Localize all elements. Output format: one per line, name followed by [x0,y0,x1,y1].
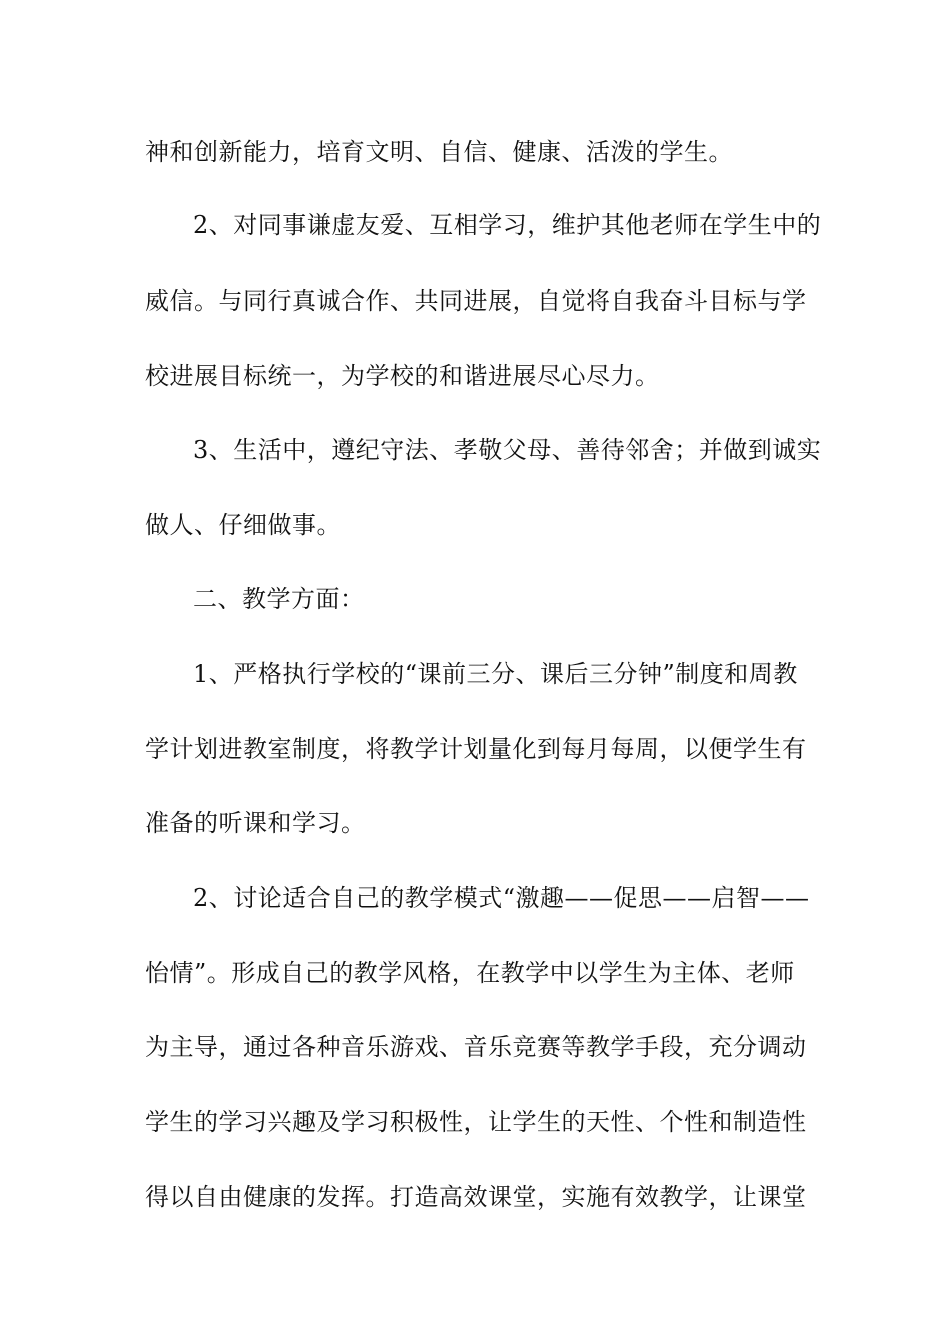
paragraph-start: 2、对同事谦虚友爱、互相学习，维护其他老师在学生中的 [193,211,822,239]
text-line: 神和创新能力，培育文明、自信、健康、活泼的学生。 [145,138,733,166]
text-line: 做人、仔细做事。 [145,511,341,539]
section-heading: 二、教学方面： [193,585,365,613]
text-line: 学生的学习兴趣及学习积极性，让学生的天性、个性和制造性 [145,1108,807,1136]
paragraph-start: 1、严格执行学校的“课前三分、课后三分钟”制度和周教 [193,660,798,688]
text-line: 准备的听课和学习。 [145,809,366,837]
paragraph-start: 3、生活中，遵纪守法、孝敬父母、善待邻舍；并做到诚实 [193,436,822,464]
text-line: 威信。与同行真诚合作、共同进展，自觉将自我奋斗目标与学 [145,287,807,315]
text-line: 为主导，通过各种音乐游戏、音乐竞赛等教学手段，充分调动 [145,1033,807,1061]
text-line: 学计划进教室制度，将教学计划量化到每月每周，以便学生有 [145,735,807,763]
paragraph-start: 2、讨论适合自己的教学模式“激趣——促思——启智—— [193,884,810,912]
text-line: 怡情”。形成自己的教学风格，在教学中以学生为主体、老师 [145,959,795,987]
text-line: 校进展目标统一，为学校的和谐进展尽心尽力。 [145,362,660,390]
text-line: 得以自由健康的发挥。打造高效课堂，实施有效教学，让课堂 [145,1183,807,1211]
